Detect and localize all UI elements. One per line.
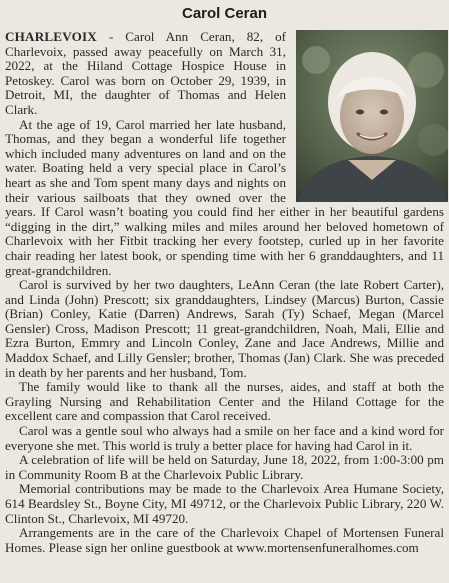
paragraph-tribute: Carol was a gentle soul who always had a smile on her face and a kind word for everyone she met. This world is truly a better place for having had Carol in it. [5,423,444,453]
obituary-body [5,30,444,555]
paragraph-thanks: The family would like to thank all the nurses, aides, and staff at both the Grayling Nursing and Rehabilitation Center and the Hiland Cottage for the excellent care and compassion that Carol received. [5,379,444,424]
paragraph-memorials: Memorial contributions may be made to the Charlevoix Area Humane Society, 614 Beardsley St., Boyne City, MI 49712, or the Charlevoix Public Library, 220 W. Clinton St., Charlevoix, MI 49720. [5,481,444,526]
dateline: CHARLEVOIX [5,29,97,44]
photo-wrap-spacer [292,30,444,204]
paragraph-arrangements: Arrangements are in the care of the Charlevoix Chapel of Mortensen Funeral Homes. Please sign her online guestbook at www.mortensenfuneralhomes.com [5,525,444,555]
paragraph-life: At the age of 19, Carol married her late husband, Thomas, and they began a wonderful life together which included many adventures on land and on the water. Boating held a very special place in Carol’s heart as she and Tom spent many days and nights on their various sailboats that they owned over the years. If Carol wasn’t boating you could find her either in her beautiful gardens “digging in the dirt,” walking miles and miles around her beloved hometown of Charlevoix with her Fitbit tracking her every footstep, curled up in her favorite chair reading her latest book, or spending time with her 6 granddaughters, and 11 great-grandchildren. [5,116,444,278]
paragraph-intro-text: - Carol Ann Ceran, 82, of Charlevoix, passed away peacefully on March 31, 2022, at the Hiland Cottage Hospice House in Petoskey. Carol was born on October 29, 1939, in Detroit, MI, the daughter of Thomas and Helen Clark. [5,29,286,117]
paragraph-celebration: A celebration of life will be held on Saturday, June 18, 2022, from 1:00-3:00 pm in Community Room B at the Charlevoix Public Library. [5,452,444,482]
paragraph-survivors: Carol is survived by her two daughters, LeAnn Ceran (the late Robert Carter), and Linda (John) Prescott; six granddaughters, Lindsey (Marcus) Burton, Cassie (Brian) Conley, Katie (Darren) Andrews, Sarah (Ty) Schaef, Megan (Marcel Gensler) Cross, Madison Prescott; 11 great-grandchildren, Noah, Mali, Ellie and Ezra Burton, Emmry and Lincoln Conley, Zane and Jace Andrews, Millie and Maddox Schaef, and Lilly Gensler; brother, Thomas (Jan) Clark. She was preceded in death by her parents and her husband, Tom. [5,277,444,380]
obituary-title: Carol Ceran [181,5,268,22]
